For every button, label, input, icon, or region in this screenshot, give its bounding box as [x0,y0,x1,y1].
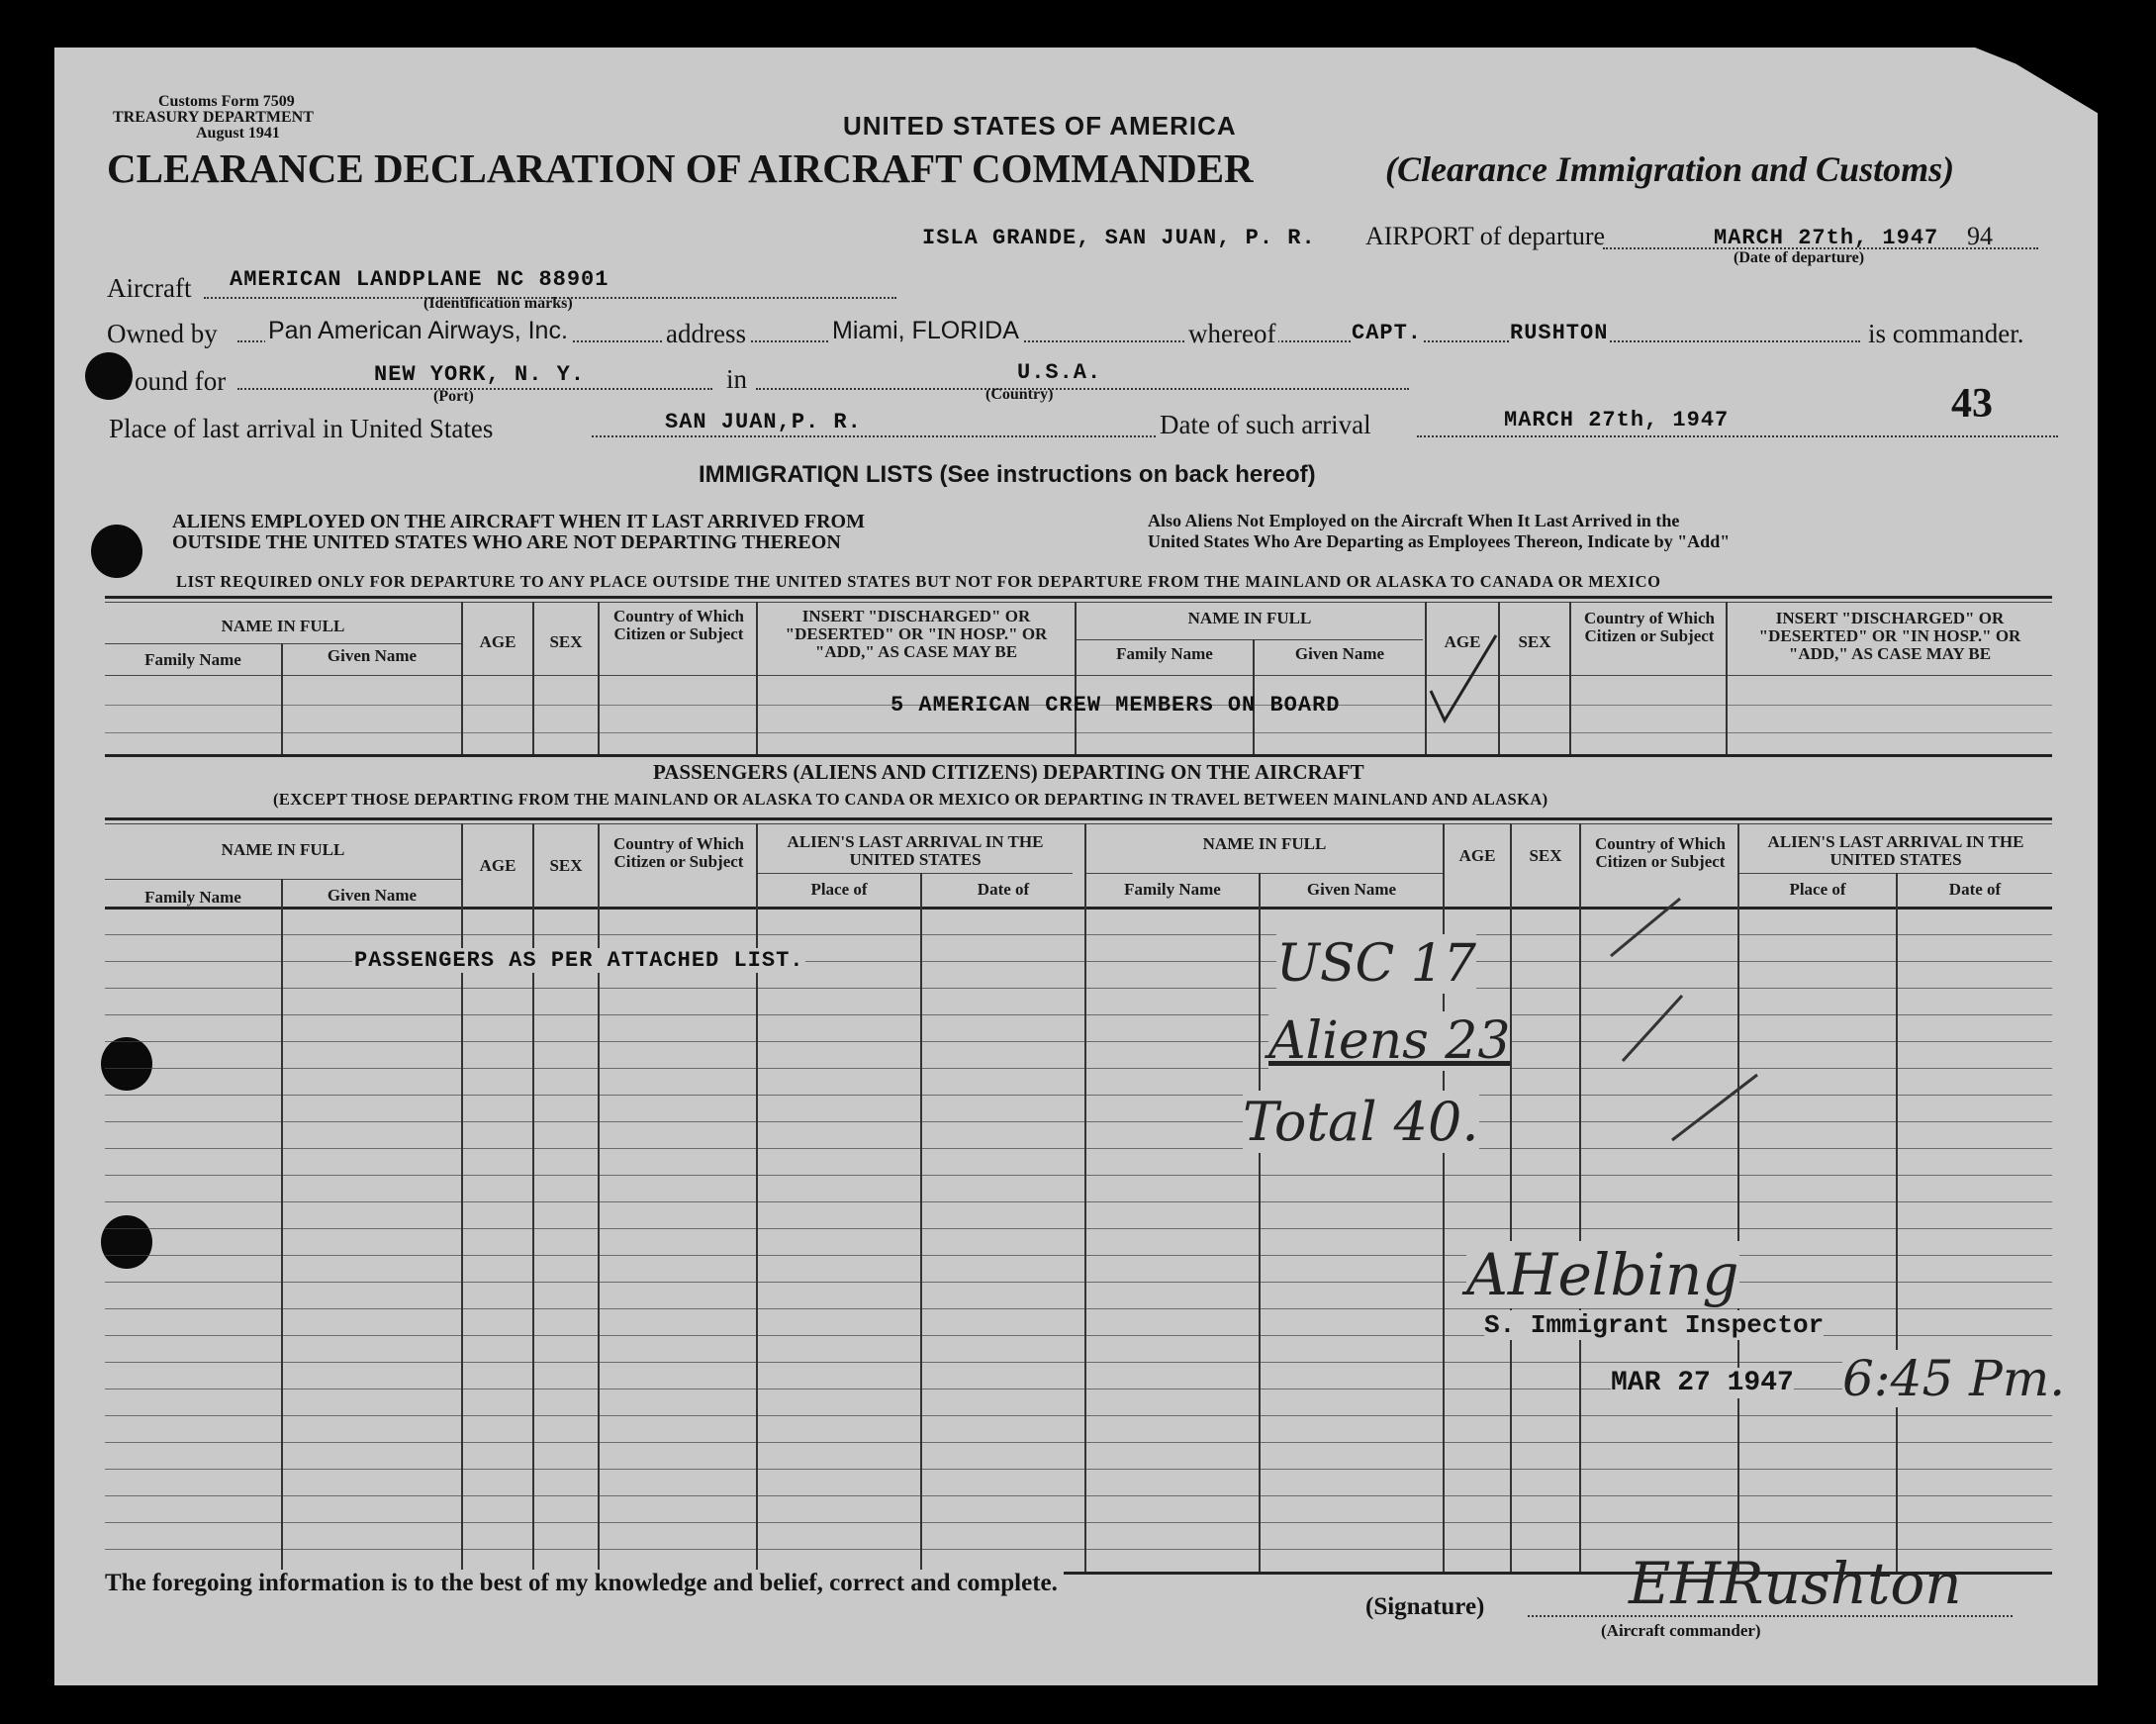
bound-for-label: ound for [135,366,227,396]
crew-name-header-right: NAME IN FULL [1187,609,1312,627]
ruled-line [105,1308,2052,1309]
arrival-date-value: MARCH 27th, 1947 [1504,408,1730,432]
address-value: Miami, FLORIDA [829,317,1022,345]
crew-given-header-right: Given Name [1294,644,1385,663]
ruled-line [105,1175,2052,1176]
commander-value-2: RUSHTON [1510,321,1609,345]
signature-label: (Signature) [1365,1593,1485,1620]
passenger-date-header: Date of [977,880,1030,899]
also-aliens-line-1: Also Aliens Not Employed on the Aircraft When It Last Arrived in the [1148,511,1680,530]
commander-value-1: CAPT. [1352,321,1423,345]
in-label: in [726,364,748,394]
form-subtitle: (Clearance Immigration and Customs) [1385,149,1955,189]
crew-sex-header-right: SEX [1518,632,1551,651]
punch-hole [101,1037,152,1091]
airport-value: ISLA GRANDE, SAN JUAN, P. R. [922,226,1316,250]
port-caption: (Port) [433,388,474,405]
airport-label: AIRPORT of departure [1365,222,1606,250]
crew-country-header: Country of Which Citizen or Subject [613,607,744,643]
ruled-line [105,1415,2052,1416]
footer-statement: The foregoing information is to the best of my knowledge and belief, correct and complete. [105,1570,1064,1597]
crew-insert-header-left: INSERT "DISCHARGED" OR "DESERTED" OR "IN HOSP." OR "ADD," AS CASE MAY BE [785,607,1048,661]
immigration-title: IMMIGRATIQN LISTS (See instructions on back hereof) [699,461,1316,488]
passenger-given-header: Given Name [327,886,418,905]
ruled-line [105,1469,2052,1470]
check-mark [1425,629,1504,728]
form-number: Customs Form 7509 [158,93,295,110]
passengers-title: PASSENGERS (ALIENS AND CITIZENS) DEPARTING ON THE AIRCRAFT [653,760,1364,784]
punch-hole [85,352,133,400]
aircraft-label: Aircraft [107,273,192,303]
crew-family-header-right: Family Name [1116,644,1213,663]
inspector-time: 6:45 Pm. [1842,1350,2066,1407]
owned-by-label: Owned by [107,319,218,348]
ruled-line [105,1228,2052,1229]
aliens-employed-line-1: ALIENS EMPLOYED ON THE AIRCRAFT WHEN IT LAST ARRIVED FROM [172,511,865,532]
ruled-line [105,1442,2052,1443]
passenger-name-header-right: NAME IN FULL [1202,834,1327,853]
passengers-subtitle: (EXCEPT THOSE DEPARTING FROM THE MAINLAND OR ALASKA TO CANDA OR MEXICO OR DEPARTING IN TRAVEL BETWEEN MAINLAND AND ALASKA) [273,790,1548,809]
ruled-line [105,1495,2052,1496]
crew-family-header: Family Name [144,650,241,669]
whereof-label: whereof [1185,319,1278,349]
passenger-family-header-right: Family Name [1124,880,1221,899]
passenger-family-header: Family Name [144,888,241,907]
form-title: CLEARANCE DECLARATION OF AIRCRAFT COMMANDER [107,145,1254,191]
crew-insert-header-right: INSERT "DISCHARGED" OR "DESERTED" OR "IN HOSP." OR "ADD," AS CASE MAY BE [1758,609,2021,663]
passenger-last-arrival-header-right: ALIEN'S LAST ARRIVAL IN THE UNITED STATES [1767,832,2024,869]
inspector-stamp-date: MAR 27 1947 [1611,1368,1794,1398]
passenger-age-header: AGE [479,856,516,875]
commander-signature: EHRushton [1629,1550,1962,1617]
punch-hole [91,525,142,578]
handwritten-usc: USC 17 [1276,934,1476,994]
punch-hole [101,1215,152,1269]
passenger-note: PASSENGERS AS PER ATTACHED LIST. [354,948,804,973]
last-arrival-place: SAN JUAN,P. R. [665,410,862,434]
owner-value: Pan American Airways, Inc. [265,317,571,345]
country-caption: (Country) [985,386,1054,403]
departure-year-suffix: 94 [1967,222,1993,250]
crew-note: 5 AMERICAN CREW MEMBERS ON BOARD [891,693,1341,718]
ruled-line [105,1282,2052,1283]
passenger-place-header-right: Place of [1789,880,1846,899]
tick-marks [1603,871,1771,1168]
port-value: NEW YORK, N. Y. [374,362,586,387]
passenger-last-arrival-header: ALIEN'S LAST ARRIVAL IN THE UNITED STATES [787,832,1044,869]
also-aliens-line-2: United States Who Are Departing as Employees Thereon, Indicate by "Add" [1148,531,1731,551]
passenger-country-header-right: Country of Which Citizen or Subject [1595,834,1726,871]
list-required-note: LIST REQUIRED ONLY FOR DEPARTURE TO ANY PLACE OUTSIDE THE UNITED STATES BUT NOT FOR DEPARTURE FROM THE MAINLAND OR ALASKA TO CANADA OR MEXICO [176,572,1661,591]
aircraft-caption: (Identification marks) [423,295,573,312]
handwritten-aliens: Aliens 23 [1268,1011,1511,1071]
country-value: U.S.A. [1017,360,1102,385]
departure-date-caption: (Date of departure) [1734,249,1865,266]
department: TREASURY DEPARTMENT [113,109,314,126]
passenger-date-header-right: Date of [1948,880,2002,899]
inspector-signature: AHelbing [1466,1241,1739,1308]
passenger-sex-header: SEX [549,856,583,875]
crew-name-header: NAME IN FULL [221,617,345,635]
form-date: August 1941 [196,125,280,142]
last-arrival-label: Place of last arrival in United States [109,414,494,443]
passenger-place-header: Place of [810,880,868,899]
passenger-name-header: NAME IN FULL [221,840,345,859]
crew-given-header: Given Name [327,646,418,665]
departure-date-value: MARCH 27th, 1947 [1714,226,1939,250]
handwritten-total: Total 40. [1243,1091,1479,1153]
aircraft-value: AMERICAN LANDPLANE NC 88901 [230,267,609,292]
address-label: address [663,319,749,349]
crew-age-header-right: AGE [1444,632,1481,651]
ruled-line [105,1362,2052,1363]
passenger-country-header: Country of Which Citizen or Subject [613,834,744,871]
aliens-employed-line-2: OUTSIDE THE UNITED STATES WHO ARE NOT DEPARTING THEREON [172,531,841,553]
passenger-age-header-right: AGE [1458,846,1496,865]
country-heading: UNITED STATES OF AMERICA [843,111,1237,141]
passenger-given-header-right: Given Name [1306,880,1397,899]
commander-label: is commander. [1868,319,2024,348]
crew-sex-header: SEX [549,632,583,651]
passenger-sex-header-right: SEX [1529,846,1562,865]
crew-country-header-right: Country of Which Citizen or Subject [1584,609,1715,645]
arrival-date-label: Date of such arrival [1160,410,1371,439]
page-number: 43 [1951,381,1993,427]
inspector-label: S. Immigrant Inspector [1484,1310,1825,1340]
ruled-line [105,1522,2052,1523]
ruled-line [105,1201,2052,1202]
crew-age-header: AGE [479,632,516,651]
signature-caption: (Aircraft commander) [1601,1621,1761,1640]
ruled-line [105,1255,2052,1256]
